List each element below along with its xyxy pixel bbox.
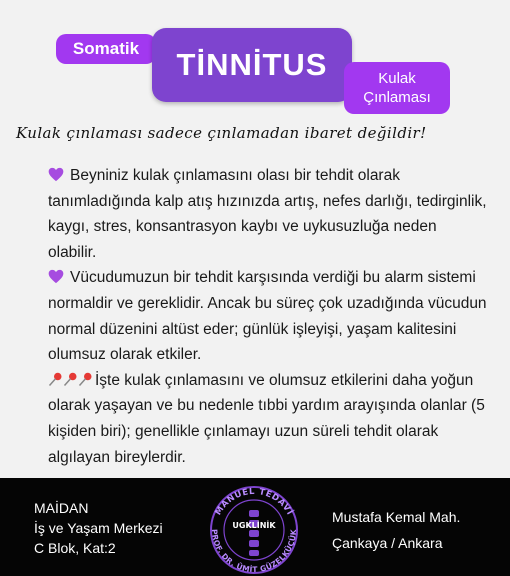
pushpin-icon	[63, 372, 78, 387]
logo-bottom-text: PROF. DR. ÜMİT GÜZELKÜÇÜK	[209, 528, 299, 574]
address-street: Mustafa Kemal Mah.	[332, 509, 461, 525]
pushpin-icon	[48, 372, 63, 387]
clinic-logo	[202, 482, 306, 574]
paragraph-1-text: Beyniniz kulak çınlamasını olası bir tehdit olarak tanımladığında kalp atış hızınızda artış, nefes darlığı, tedirginlik, kaygı, stres, konsantrasyon kaybı ve uykusuzluğa neden olabilir.	[48, 167, 487, 261]
tag-kulak-line2: Çınlaması	[363, 89, 431, 106]
paragraph-1	[48, 163, 488, 265]
subtitle: Kulak çınlaması sadece çınlamadan ibaret değildir!	[16, 124, 427, 142]
page-title	[152, 28, 352, 102]
logo-top-text: MANUEL TEDAVİ	[213, 486, 295, 518]
paragraph-3	[48, 368, 488, 470]
purple-heart-icon	[48, 269, 64, 284]
paragraph-2	[48, 265, 488, 367]
article-body	[48, 163, 488, 470]
tag-kulak-line1: Kulak	[378, 70, 416, 87]
page-title-label: TİNNİTUS	[176, 47, 328, 82]
purple-heart-icon	[48, 167, 64, 182]
address-building: MAİDAN	[34, 500, 89, 516]
address-floor: C Blok, Kat:2	[34, 540, 116, 556]
tag-kulak-cinlamasi	[344, 62, 450, 114]
address-center: İş ve Yaşam Merkezi	[34, 520, 163, 536]
address-right	[332, 504, 460, 556]
footer	[0, 478, 510, 576]
paragraph-2-text: Vücudumuzun bir tehdit karşısında verdiği bu alarm sistemi normaldir ve gereklidir. Ancak bu süreç çok uzadığında vücudun normal düzenini altüst eder; günlük işleyişi, yaşam kalitesini olumsuz olarak etkiler.	[48, 269, 487, 364]
pushpin-icon	[78, 372, 93, 387]
pushpin-group	[48, 368, 93, 394]
tag-somatik-label: Somatik	[72, 39, 140, 58]
logo-center-text: UGKLİNİK	[232, 521, 276, 530]
address-city: Çankaya / Ankara	[332, 535, 443, 551]
paragraph-3-text: İşte kulak çınlamasını ve olumsuz etkilerini daha yoğun olarak yaşayan ve bu nedenle tıbbi yardım arayışında olanlar (5 kişiden biri); genellikle çınlamayı uzun süreli tehdit olarak algılayan bireylerdir.	[48, 371, 485, 466]
address-left	[34, 498, 163, 558]
tag-somatik	[56, 34, 156, 64]
